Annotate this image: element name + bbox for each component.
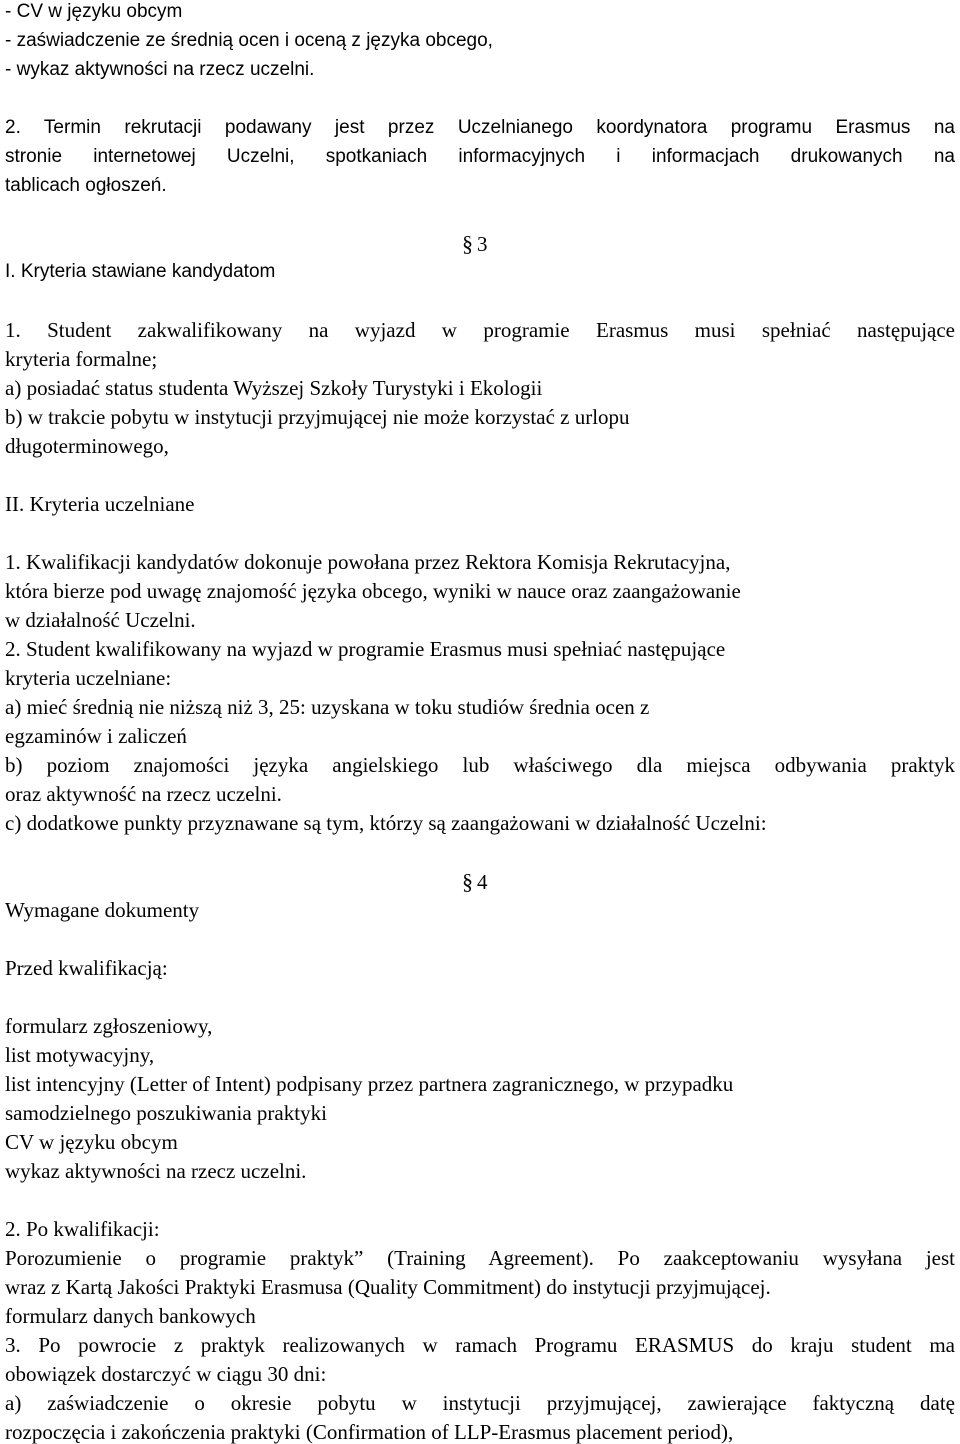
section-number: 3 bbox=[477, 232, 488, 256]
doc-line: list intencyjny (Letter of Intent) podpisany przez partnera zagranicznego, w przypadku bbox=[5, 1072, 734, 1096]
section-number: 4 bbox=[477, 870, 488, 894]
doc-line: kryteria formalne; bbox=[5, 347, 158, 371]
doc-line: w działalność Uczelni. bbox=[5, 608, 196, 632]
section-symbol: § bbox=[462, 231, 473, 256]
heading-university-criteria: II. Kryteria uczelniane bbox=[5, 492, 195, 516]
doc-line: wykaz aktywności na rzecz uczelni. bbox=[5, 1159, 307, 1183]
doc-line: długoterminowego, bbox=[5, 434, 169, 458]
doc-line: Przed kwalifikacją: bbox=[5, 956, 168, 980]
doc-line: obowiązek dostarczyć w ciągu 30 dni: bbox=[5, 1362, 327, 1386]
doc-line: a) zaświadczenie o okresie pobytu w instytucji przyjmującej, zawierające faktyczną datę bbox=[5, 1391, 955, 1415]
doc-line: kryteria uczelniane: bbox=[5, 666, 172, 690]
doc-line: formularz zgłoszeniowy, bbox=[5, 1014, 213, 1038]
doc-line: - zaświadczenie ze średnią ocen i oceną z języka obcego, bbox=[5, 30, 493, 51]
doc-line: formularz danych bankowych bbox=[5, 1304, 256, 1328]
section-symbol: § bbox=[462, 869, 473, 894]
doc-line: c) dodatkowe punkty przyznawane są tym, którzy są zaangażowani w działalność Uczelni: bbox=[5, 811, 767, 835]
doc-line: 2. Termin rekrutacji podawany jest przez Uczelnianego koordynatora programu Erasmus na bbox=[5, 117, 955, 138]
doc-line: egzaminów i zaliczeń bbox=[5, 724, 187, 748]
doc-line: 1. Kwalifikacji kandydatów dokonuje powołana przez Rektora Komisja Rekrutacyjna, bbox=[5, 550, 731, 574]
heading-required-documents: Wymagane dokumenty bbox=[5, 898, 200, 922]
doc-line: b) w trakcie pobytu w instytucji przyjmującej nie może korzystać z urlopu bbox=[5, 405, 630, 429]
doc-line: a) mieć średnią nie niższą niż 3, 25: uzyskana w toku studiów średnia ocen z bbox=[5, 695, 650, 719]
doc-line: list motywacyjny, bbox=[5, 1043, 155, 1067]
doc-line: wraz z Kartą Jakości Praktyki Erasmusa (Quality Commitment) do instytucji przyjmującej. bbox=[5, 1275, 771, 1299]
doc-line: 2. Po kwalifikacji: bbox=[5, 1217, 160, 1241]
doc-line: b) poziom znajomości języka angielskiego lub właściwego dla miejsca odbywania praktyk bbox=[5, 753, 955, 777]
doc-line: a) posiadać status studenta Wyższej Szkoły Turystyki i Ekologii bbox=[5, 376, 543, 400]
doc-line: - CV w języku obcym bbox=[5, 1, 183, 22]
doc-line: tablicach ogłoszeń. bbox=[5, 175, 167, 196]
heading-criteria-candidates: I. Kryteria stawiane kandydatom bbox=[5, 261, 276, 282]
section-3-marker bbox=[462, 232, 488, 256]
doc-line: 3. Po powrocie z praktyk realizowanych w ramach Programu ERASMUS do kraju student ma bbox=[5, 1333, 955, 1357]
doc-line: 2. Student kwalifikowany na wyjazd w programie Erasmus musi spełniać następujące bbox=[5, 637, 726, 661]
doc-line: CV w języku obcym bbox=[5, 1130, 178, 1154]
section-4-marker bbox=[462, 870, 488, 894]
doc-line: oraz aktywność na rzecz uczelni. bbox=[5, 782, 282, 806]
doc-line: Porozumienie o programie praktyk” (Training Agreement). Po zaakceptowaniu wysyłana jest bbox=[5, 1246, 955, 1270]
doc-line: która bierze pod uwagę znajomość języka obcego, wyniki w nauce oraz zaangażowanie bbox=[5, 579, 741, 603]
doc-line: stronie internetowej Uczelni, spotkaniach informacyjnych i informacjach drukowanych na bbox=[5, 146, 955, 167]
doc-line: rozpoczęcia i zakończenia praktyki (Confirmation of LLP-Erasmus placement period), bbox=[5, 1420, 734, 1444]
doc-line: samodzielnego poszukiwania praktyki bbox=[5, 1101, 327, 1125]
doc-line: 1. Student zakwalifikowany na wyjazd w programie Erasmus musi spełniać następujące bbox=[5, 318, 955, 342]
doc-line: - wykaz aktywności na rzecz uczelni. bbox=[5, 59, 315, 80]
